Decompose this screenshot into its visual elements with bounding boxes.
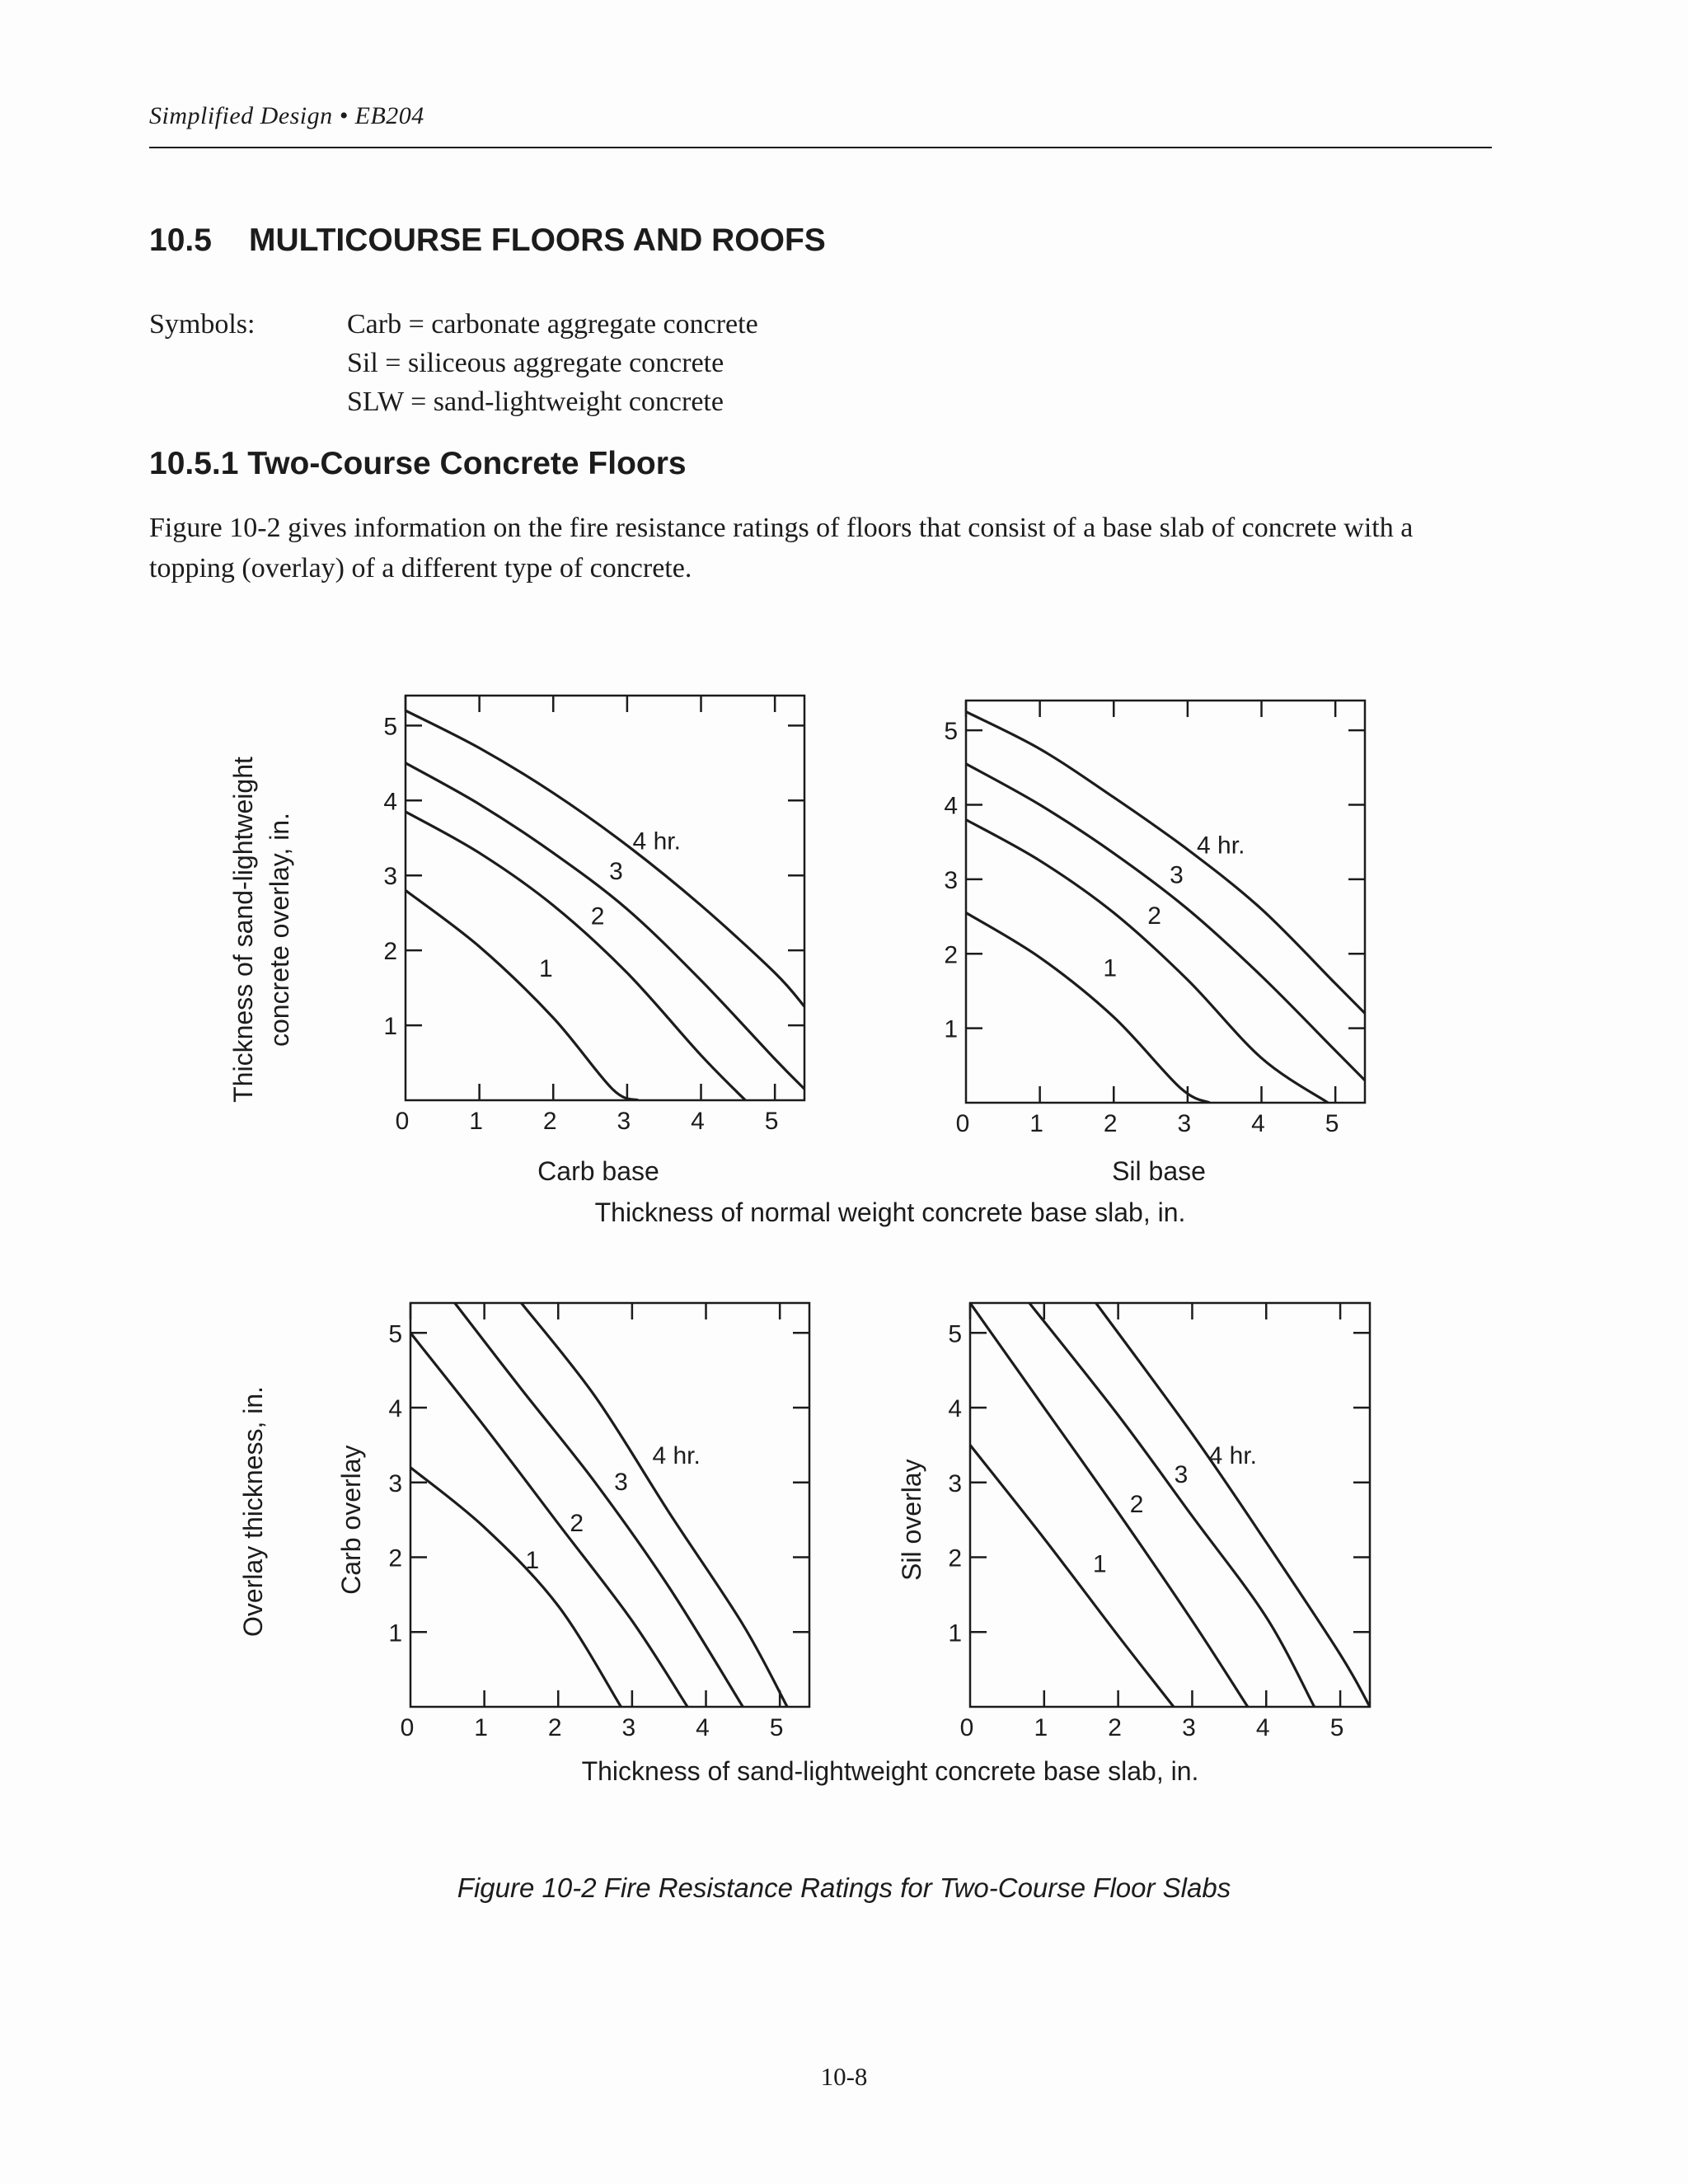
running-header: Simplified Design • EB204 (149, 102, 424, 129)
x-tick-label: 1 (469, 1108, 483, 1135)
rating-curve-3 (966, 764, 1365, 1080)
rating-curve-1 (410, 1468, 621, 1707)
figure-caption: Figure 10-2 Fire Resistance Ratings for Two-Course Floor Slabs (457, 1872, 1231, 1903)
y-tick-label: 1 (383, 1013, 397, 1041)
curve-label: 1 (1092, 1550, 1107, 1578)
x-tick-label: 0 (959, 1714, 974, 1741)
x-tick-label: 4 (1255, 1714, 1270, 1741)
section-title: MULTICOURSE FLOORS AND ROOFS (249, 223, 826, 258)
y-tick-label: 4 (944, 792, 958, 820)
curve-label: 4 hr. (632, 827, 681, 855)
y-tick-label: 3 (944, 866, 958, 894)
y-tick-label: 5 (944, 718, 958, 746)
symbols-label: Symbols: (149, 309, 256, 340)
rating-curve-1 (966, 913, 1210, 1103)
panel-y-label: Sil overlay (897, 1459, 926, 1581)
top-y-axis-label-line2: concrete overlay, in. (265, 813, 294, 1047)
x-tick-label: 5 (1329, 1714, 1344, 1741)
x-tick-label: 4 (691, 1108, 705, 1135)
x-tick-label: 0 (400, 1714, 415, 1741)
rating-curve-2 (410, 1333, 687, 1707)
section-number: 10.5 (149, 223, 212, 258)
plot-frame (966, 701, 1365, 1103)
body-paragraph: Figure 10-2 gives information on the fire resistance ratings of floors that consist of a base slab of concrete with a topping (overlay) of a different type of concrete. (149, 513, 1414, 583)
curve-label: 3 (1170, 861, 1184, 889)
curve-label: 3 (609, 857, 623, 885)
chart-carb-overlay (336, 1303, 809, 1741)
y-tick-label: 5 (388, 1320, 402, 1348)
panel-y-label: Carb overlay (336, 1445, 366, 1595)
x-tick-label: 1 (1034, 1714, 1048, 1741)
x-tick-label: 1 (474, 1714, 488, 1741)
bottom-x-axis-label: Thickness of sand-lightweight concrete base slab, in. (581, 1756, 1199, 1786)
rating-curve-1 (970, 1445, 1174, 1707)
x-tick-label: 3 (1177, 1110, 1192, 1137)
curve-label: 4 hr. (1208, 1442, 1258, 1470)
plot-frame (406, 696, 804, 1100)
chart-sil-base (944, 701, 1365, 1186)
panel-x-label: Carb base (537, 1156, 659, 1186)
x-tick-label: 2 (547, 1714, 562, 1741)
x-tick-label: 5 (764, 1108, 779, 1135)
curve-label: 2 (570, 1509, 584, 1537)
x-tick-label: 2 (1108, 1714, 1122, 1741)
panel-x-label: Sil base (1112, 1156, 1206, 1186)
rating-curve-2 (970, 1303, 1248, 1707)
curve-label: 1 (538, 954, 553, 982)
y-tick-label: 5 (383, 713, 397, 741)
y-tick-label: 5 (948, 1320, 962, 1348)
symbol-definition: SLW = sand-lightweight concrete (347, 387, 724, 417)
x-tick-label: 3 (617, 1108, 631, 1135)
rating-curve-4hr (521, 1303, 787, 1707)
chart-sil-overlay (897, 1303, 1370, 1741)
x-tick-label: 3 (1182, 1714, 1196, 1741)
rating-curve-2 (406, 812, 745, 1100)
rating-curve-4hr (966, 712, 1365, 1014)
bottom-y-axis-label: Overlay thickness, in. (238, 1385, 268, 1638)
y-tick-label: 4 (388, 1395, 402, 1423)
y-tick-label: 1 (944, 1015, 958, 1043)
x-tick-label: 1 (1029, 1110, 1043, 1137)
x-tick-label: 0 (955, 1110, 970, 1137)
rating-curve-3 (455, 1303, 743, 1707)
subsection-heading: 10.5.1 Two-Course Concrete Floors (149, 446, 687, 481)
x-tick-label: 2 (1103, 1110, 1118, 1137)
y-tick-label: 1 (948, 1619, 962, 1647)
plot-frame (410, 1303, 809, 1707)
y-tick-label: 3 (388, 1469, 402, 1497)
y-tick-label: 2 (944, 941, 958, 969)
x-tick-label: 4 (1251, 1110, 1265, 1137)
curve-label: 1 (1103, 954, 1118, 982)
y-tick-label: 3 (383, 863, 397, 891)
curve-label: 4 hr. (1197, 832, 1245, 860)
rating-curve-2 (966, 820, 1328, 1103)
curve-label: 4 hr. (652, 1442, 701, 1470)
y-tick-label: 2 (948, 1544, 962, 1572)
chart-carb-base (383, 696, 804, 1186)
curve-label: 3 (1174, 1460, 1189, 1488)
y-tick-label: 4 (948, 1395, 962, 1423)
rating-curve-3 (406, 763, 804, 1090)
x-tick-label: 3 (621, 1714, 636, 1741)
curve-label: 2 (1147, 902, 1161, 930)
x-tick-label: 5 (1325, 1110, 1339, 1137)
top-x-axis-label: Thickness of normal weight concrete base slab, in. (594, 1197, 1186, 1227)
y-tick-label: 2 (388, 1544, 402, 1572)
symbol-definition: Sil = siliceous aggregate concrete (347, 348, 724, 378)
y-tick-label: 4 (383, 788, 397, 816)
curve-label: 1 (525, 1547, 540, 1575)
x-tick-label: 2 (542, 1108, 557, 1135)
page-number: 10-8 (820, 2062, 868, 2091)
curve-label: 2 (590, 902, 605, 930)
x-tick-label: 5 (769, 1714, 784, 1741)
rating-curve-4hr (406, 710, 804, 1006)
symbol-definition: Carb = carbonate aggregate concrete (347, 309, 758, 340)
x-tick-label: 4 (696, 1714, 710, 1741)
rating-curve-3 (1029, 1303, 1315, 1707)
top-y-axis-label-line1: Thickness of sand-lightweight (228, 757, 258, 1103)
y-tick-label: 2 (383, 938, 397, 966)
y-tick-label: 3 (948, 1469, 962, 1497)
curve-label: 2 (1129, 1491, 1144, 1519)
curve-label: 3 (614, 1468, 628, 1496)
y-tick-label: 1 (388, 1619, 402, 1647)
plot-frame (970, 1303, 1370, 1707)
x-tick-label: 0 (395, 1108, 410, 1135)
